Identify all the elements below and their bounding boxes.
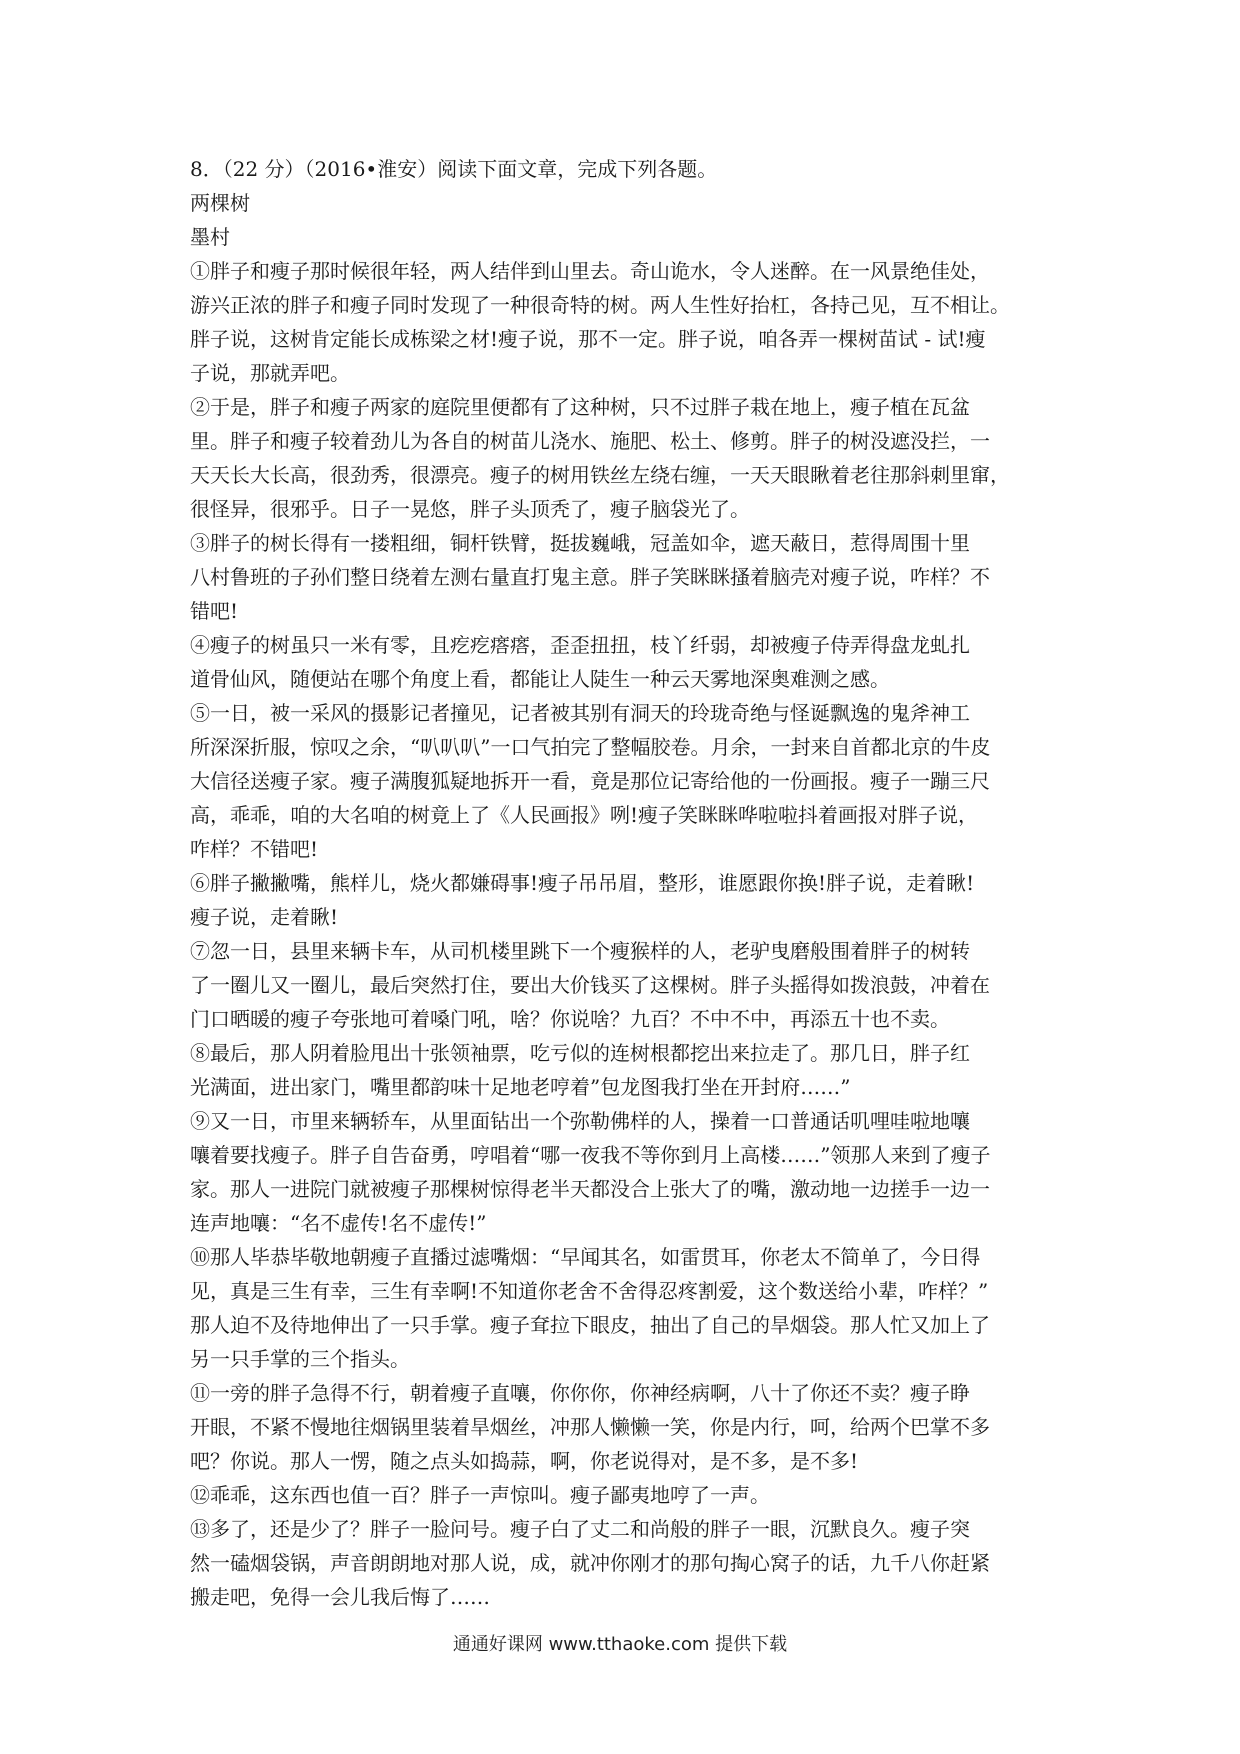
paragraph-line: 门口晒暖的瘦子夸张地可着嗓门吼，啥？你说啥？九百？不中不中，再添五十也不卖。 <box>190 1007 950 1031</box>
passage-paragraph <box>190 1376 1070 1478</box>
paragraph-line: 了一圈儿又一圈儿，最后突然打住，要出大价钱买了这棵树。胖子头摇得如拨浪鼓，冲着在 <box>190 973 990 997</box>
passage-paragraph <box>190 934 1070 1036</box>
paragraph-line: 道骨仙风，随便站在哪个角度上看，都能让人陡生一种云天雾地深奥难测之感。 <box>190 667 890 691</box>
paragraph-line: 搬走吧，免得一会儿我后悔了…… <box>190 1585 490 1609</box>
question-header: 8．（22 分）（2016•淮安）阅读下面文章，完成下列各题。 <box>190 157 718 181</box>
paragraph-line: 开眼，不紧不慢地往烟锅里装着旱烟丝，冲那人懒懒一笑，你是内行，呵，给两个巴掌不多 <box>190 1415 990 1439</box>
passage-paragraph <box>190 1512 1070 1614</box>
paragraph-line: ⑤一日，被一采风的摄影记者撞见，记者被其别有洞天的玲珑奇绝与怪诞飘逸的鬼斧神工 <box>190 701 970 725</box>
paragraph-line: 另一只手掌的三个指头。 <box>190 1347 410 1371</box>
passage-paragraph <box>190 1036 1070 1104</box>
page-footer: 通通好课网 www.tthaoke.com 提供下载 <box>452 1634 788 1655</box>
paragraph-line: ⑧最后，那人阴着脸甩出十张领袖票，吃亏似的连树根都挖出来拉走了。那几日，胖子红 <box>190 1041 970 1065</box>
paragraph-line: ①胖子和瘦子那时候很年轻，两人结伴到山里去。奇山诡水，令人迷醉。在一风景绝佳处， <box>190 259 990 283</box>
paragraph-list <box>190 254 1070 1614</box>
paragraph-line: 里。胖子和瘦子较着劲儿为各自的树苗儿浇水、施肥、松土、修剪。胖子的树没遮没拦，一 <box>190 429 990 453</box>
reading-passage <box>190 152 1070 1614</box>
passage-author: 墨村 <box>190 225 230 249</box>
paragraph-line: ⑬多了，还是少了？胖子一脸问号。瘦子白了丈二和尚般的胖子一眼，沉默良久。瘦子突 <box>190 1517 970 1541</box>
paragraph-line: 很怪异，很邪乎。日子一晃悠，胖子头顶秃了，瘦子脑袋光了。 <box>190 497 750 521</box>
paragraph-line: 吧？你说。那人一愣，随之点头如捣蒜，啊，你老说得对，是不多，是不多! <box>190 1449 859 1473</box>
paragraph-line: 家。那人一进院门就被瘦子那棵树惊得老半天都没合上张大了的嘴，激动地一边搓手一边一 <box>190 1177 990 1201</box>
passage-paragraph <box>190 1478 1070 1512</box>
paragraph-line: 然一磕烟袋锅，声音朗朗地对那人说，成，就冲你刚才的那句掏心窝子的话，九千八你赶紧 <box>190 1551 990 1575</box>
paragraph-line: ⑦忽一日，县里来辆卡车，从司机楼里跳下一个瘦猴样的人，老驴曳磨般围着胖子的树转 <box>190 939 970 963</box>
paragraph-line: ⑩那人毕恭毕敬地朝瘦子直播过滤嘴烟：“早闻其名，如雷贯耳，你老太不简单了，今日得 <box>190 1245 981 1269</box>
paragraph-line: 连声地嚷：“名不虚传!名不虚传!” <box>190 1211 487 1235</box>
paragraph-line: 光满面，进出家门，嘴里都韵味十足地老哼着”包龙图我打坐在开封府……” <box>190 1075 851 1099</box>
paragraph-line: ③胖子的树长得有一搂粗细，铜杆铁臂，挺拔巍峨，冠盖如伞，遮天蔽日，惹得周围十里 <box>190 531 970 555</box>
paragraph-line: ⑫乖乖，这东西也值一百？胖子一声惊叫。瘦子鄙夷地哼了一声。 <box>190 1483 770 1507</box>
paragraph-line: 胖子说，这树肯定能长成栋梁之材!瘦子说，那不一定。胖子说，咱各弄一棵树苗试 - 试!瘦 <box>190 327 986 351</box>
paragraph-line: 那人迫不及待地伸出了一只手掌。瘦子耷拉下眼皮，抽出了自己的旱烟袋。那人忙又加上了 <box>190 1313 990 1337</box>
passage-paragraph <box>190 628 1070 696</box>
passage-paragraph <box>190 390 1070 526</box>
paragraph-line: ④瘦子的树虽只一米有零，且疙疙瘩瘩，歪歪扭扭，枝丫纤弱，却被瘦子侍弄得盘龙虬扎 <box>190 633 970 657</box>
paragraph-line: 见，真是三生有幸，三生有幸啊!不知道你老舍不舍得忍疼割爱，这个数送给小辈，咋样？” <box>190 1279 989 1303</box>
passage-paragraph <box>190 1240 1070 1376</box>
paragraph-line: 八村鲁班的子孙们整日绕着左测右量直打鬼主意。胖子笑眯眯搔着脑壳对瘦子说，咋样？不 <box>190 565 990 589</box>
passage-paragraph <box>190 866 1070 934</box>
paragraph-line: 瘦子说，走着瞅! <box>190 905 339 929</box>
passage-paragraph <box>190 526 1070 628</box>
paragraph-line: 错吧! <box>190 599 239 623</box>
paragraph-line: 游兴正浓的胖子和瘦子同时发现了一种很奇特的树。两人生性好抬杠，各持己见，互不相让。 <box>190 293 1010 317</box>
passage-paragraph <box>190 696 1070 866</box>
paragraph-line: ⑥胖子撇撇嘴，熊样儿，烧火都嫌碍事!瘦子吊吊眉，整形，谁愿跟你换!胖子说，走着瞅! <box>190 871 975 895</box>
paragraph-line: ②于是，胖子和瘦子两家的庭院里便都有了这种树，只不过胖子栽在地上，瘦子植在瓦盆 <box>190 395 970 419</box>
paragraph-line: ⑨又一日，市里来辆轿车，从里面钻出一个弥勒佛样的人，操着一口普通话叽哩哇啦地嚷 <box>190 1109 970 1133</box>
paragraph-line: 嚷着要找瘦子。胖子自告奋勇，哼唱着“哪一夜我不等你到月上高楼……”领那人来到了瘦子 <box>190 1143 991 1167</box>
paragraph-line: 咋样？不错吧! <box>190 837 319 861</box>
paragraph-line: 所深深折服，惊叹之余，“叭叭叭”一口气拍完了整幅胶卷。月余，一封来自首都北京的牛皮 <box>190 735 991 759</box>
passage-paragraph <box>190 1104 1070 1240</box>
passage-title: 两棵树 <box>190 191 250 215</box>
passage-paragraph <box>190 254 1070 390</box>
paragraph-line: 子说，那就弄吧。 <box>190 361 350 385</box>
paragraph-line: 高，乖乖，咱的大名咱的树竟上了《人民画报》咧!瘦子笑眯眯哗啦啦抖着画报对胖子说， <box>190 803 979 827</box>
paragraph-line: ⑪一旁的胖子急得不行，朝着瘦子直嚷，你你你，你神经病啊，八十了你还不卖？瘦子睁 <box>190 1381 970 1405</box>
paragraph-line: 大信径送瘦子家。瘦子满腹狐疑地拆开一看，竟是那位记寄给他的一份画报。瘦子一蹦三尺 <box>190 769 990 793</box>
paragraph-line: 天天长大长高，很劲秀，很漂亮。瘦子的树用铁丝左绕右缠，一天天眼瞅着老往那斜刺里窜， <box>190 463 1010 487</box>
